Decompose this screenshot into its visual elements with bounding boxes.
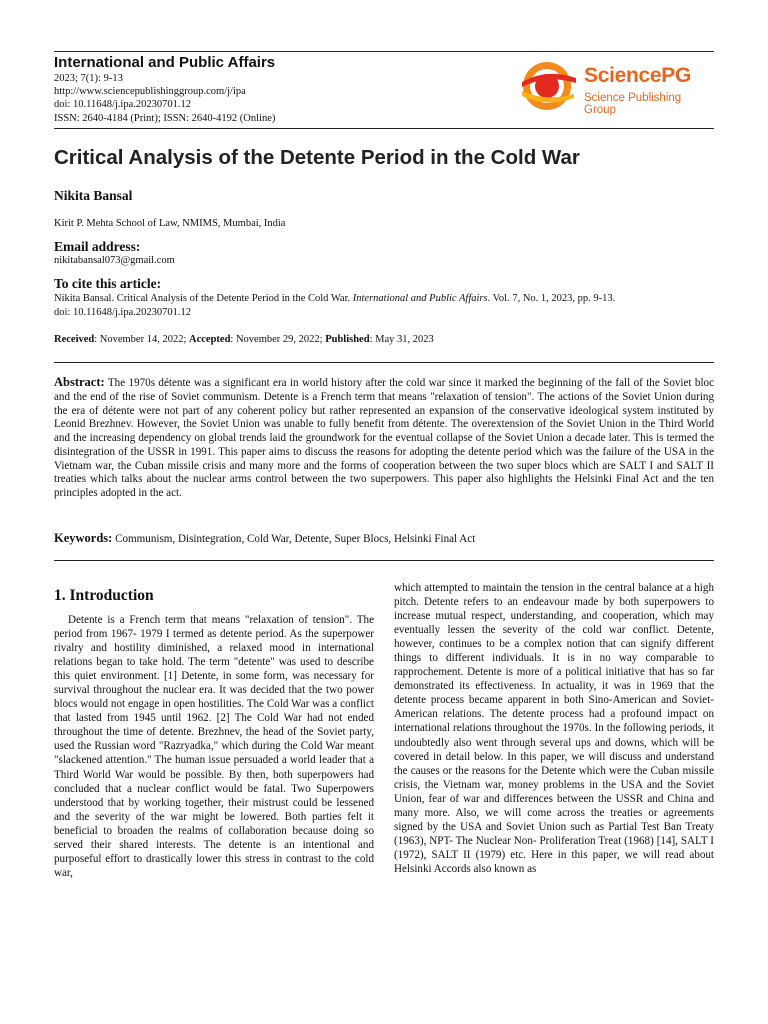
logo-name: SciencePG (584, 64, 692, 87)
affiliation: Kirit P. Mehta School of Law, NMIMS, Mumbai, India (54, 218, 286, 229)
abstract-text: The 1970s détente was a significant era in world history after the cold war since it marked the beginning of the fall of the Soviet bloc and the end of the rise of Soviet communism. Detente is a French term that means "relaxation of tension". The actions of the Soviet Union during the era of détente were not part of any coherent policy but rather represented an expansion of the conservative ideological system instituted by Leonid Brezhnev. However, the Soviet Union was unable to fully benefit from détente. The overextension of the Soviet Union in the Third World and the increasing dependency on global trends laid the groundwork for the eventual collapse of the Soviet Union a decade later. This is termed the disintegration of the USSR in 1991. This paper aims to discuss the reasons for adopting the detente period which was the failure of the USA in the Vietnam war, the Cuban missile crisis and many more and the forms of cooperation between the two super blocs which are SALT I and SALT II treaties which talks about the nuclear arms control between the two superpowers. This paper also highlights the Helsinki Final Act and the ten principles adopted in the act. (54, 377, 714, 499)
keywords (54, 531, 714, 546)
abstract (54, 376, 714, 501)
paper-title: Critical Analysis of the Detente Period in the Cold War (54, 146, 580, 169)
citation (54, 292, 714, 319)
received-date: : November 14, 2022; (94, 334, 190, 345)
keywords-text: Communism, Disintegration, Cold War, Detente, Super Blocs, Helsinki Final Act (112, 533, 476, 545)
intro-right-column: which attempted to maintain the tension in the central balance at a high pitch. Detente refers to an endeavour made by both superpowers to increase mutual respect, understanding, and cooperation, which may eventually lessen the severity of the cold war conflict. Detente, however, continues to be a complex notion that can signify different things to different individuals. It is in no way comparable to rapprochement. Detente is more of a political initiative that has so far demonstrated its effectiveness. In actuality, it was in 1969 that the detente process became apparent in both Sino-American and Soviet-American relations. The detente process had a profound impact on international relations throughout the 1970s. In the following periods, it undoubtedly also went through several ups and downs, which will be covered in detail below. In this paper, we will discuss and understand the causes or the reasons for the Detente which were the Cuban missile crisis, the Vietnam war, money problems in the USA and the Soviet Union, fear of war and differences between the USSR and China and many more. Also, we will come across the treaties or agreements signed by the USA and Soviet Union such as Partial Test Ban Treaty (1963), NPT- The Nuclear Non- Proliferation Treat (1968) [14], SALT I (1972), SALT II (1979) etc. Here in this paper, we will read about Helsinki Accords also known as (394, 582, 714, 875)
issn: ISSN: 2640-4184 (Print); ISSN: 2640-4192 (Online) (54, 112, 276, 124)
cite-volume: . Vol. 7, No. 1, 2023, pp. 9-13. (487, 293, 616, 304)
published-date: : May 31, 2023 (369, 334, 434, 345)
cite-doi: doi: 10.11648/j.ipa.20230701.12 (54, 306, 191, 318)
journal-title: International and Public Affairs (54, 54, 276, 71)
email-heading: Email address: (54, 239, 141, 254)
article-dates (54, 334, 434, 345)
accepted-label: Accepted (189, 334, 231, 345)
received-label: Received (54, 334, 95, 345)
top-rule (54, 51, 714, 52)
published-label: Published (325, 334, 370, 345)
keywords-rule (54, 560, 714, 561)
cite-heading: To cite this article: (54, 276, 162, 291)
intro-left-column: Detente is a French term that means "relaxation of tension". The period from 1967- 1979 I termed as detente period. As the superpower rivalry and hostility diminished, a relaxed mood in international relations began to take hold. The term "detente" was used to describe this quiet environment. [1] Detente, in some form, was necessary for survival throughout the nuclear era. It was decided that the two power blocs would not engage in open hostilities. The Cold War was a conflict that lasted from 1945 until 1962. [2] The Cold War had not ended throughout the time of detente. Brezhnev, the head of the Soviet party, used the Russian word "Razryadka," which during the Cold War meant "slackened attention." The human issue persuaded a world leader that a Third World War would be possible. By then, both superpowers had concluded that a nuclear conflict would be fatal. Two Superpowers understood that by working together, their mistrust could be lessened and the severity of the war might be lowered. Both parties felt it beneficial to broaden the realms of collaboration because doing so served their shared interests. The detente is an intentional and purposeful effort to drastically lower this stress in contrast to the cold war, (54, 614, 374, 879)
cite-journal: International and Public Affairs (352, 293, 488, 304)
journal-url[interactable]: http://www.sciencepublishinggroup.com/j/ipa (54, 86, 246, 98)
logo-mark-icon (516, 58, 582, 114)
abstract-rule (54, 362, 714, 363)
journal-doi: doi: 10.11648/j.ipa.20230701.12 (54, 99, 191, 111)
author-name: Nikita Bansal (54, 188, 133, 203)
accepted-date: : November 29, 2022; (230, 334, 326, 345)
cite-text: Nikita Bansal. Critical Analysis of the Detente Period in the Cold War. (54, 293, 353, 304)
section-heading-introduction: 1. Introduction (54, 587, 154, 604)
header-rule (54, 128, 714, 129)
sciencepg-logo (516, 58, 716, 114)
volume-pages: 2023; 7(1): 9-13 (54, 73, 123, 84)
journal-meta (54, 72, 275, 125)
abstract-label: Abstract: (54, 375, 105, 389)
author-email[interactable]: nikitabansal073@gmail.com (54, 255, 175, 266)
logo-subtitle: Science Publishing Group (584, 92, 682, 116)
keywords-label: Keywords: (54, 531, 113, 545)
